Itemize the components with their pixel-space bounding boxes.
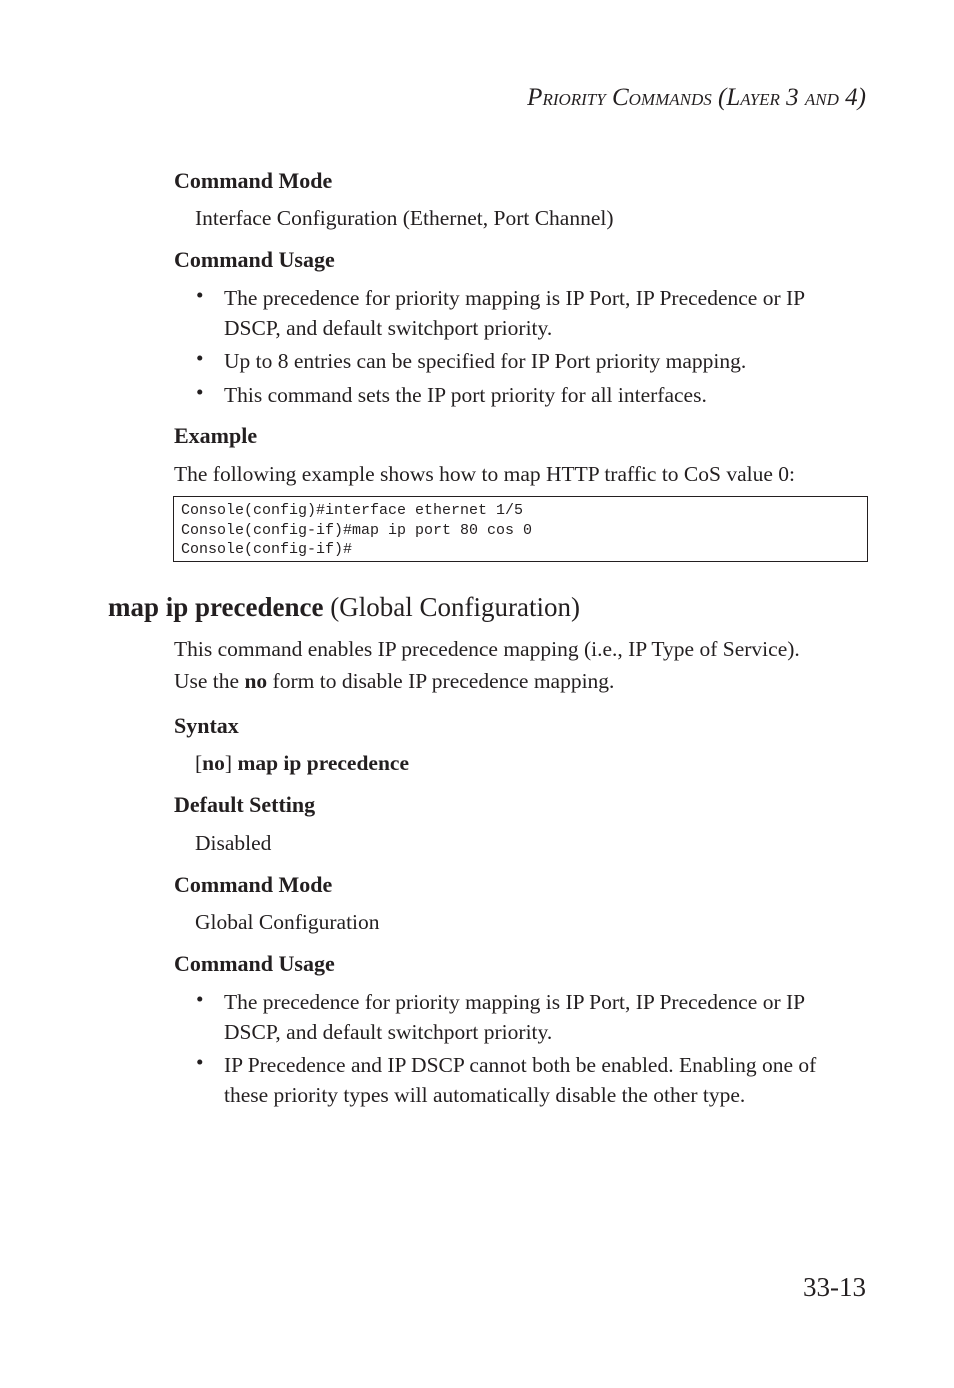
command-mode-heading: Command Mode [174, 168, 333, 193]
bullet-marker: • [196, 987, 204, 1011]
usage-bullet-2: Up to 8 entries can be specified for IP Port priority mapping. [224, 349, 747, 373]
command-usage-heading: Command Usage [174, 951, 335, 976]
command-mode-heading: Command Mode [174, 872, 333, 897]
code-line: Console(config)#interface ethernet 1/5 [181, 502, 524, 519]
syntax-heading: Syntax [174, 713, 239, 738]
code-line: Console(config-if)#map ip port 80 cos 0 [181, 521, 533, 539]
bullet-marker: • [196, 283, 204, 307]
example-heading: Example [174, 423, 258, 448]
bullet-marker: • [196, 1050, 204, 1074]
example-intro: The following example shows how to map HTTP traffic to CoS value 0: [174, 462, 796, 486]
bullet-marker: • [196, 346, 204, 370]
command-usage-heading: Command Usage [174, 247, 335, 272]
usage-bullet-3: This command sets the IP port priority for all interfaces. [224, 383, 707, 407]
section-title: map ip precedence (Global Configuration) [108, 592, 580, 622]
syntax-value: [no] map ip precedence [195, 751, 410, 775]
usage-bullet-1: The precedence for priority mapping is IP Port, IP Precedence or IP DSCP, and default switchport priority. [224, 286, 806, 340]
section-description-line-1: This command enables IP precedence mapping (i.e., IP Type of Service). [174, 637, 800, 661]
running-header: PRIORITY COMMANDS (LAYER 3 AND 4) [527, 84, 866, 111]
section-description-line-2: Use the no form to disable IP precedence mapping. [174, 669, 615, 693]
bullet-marker: • [196, 380, 204, 404]
code-example [173, 496, 868, 562]
command-mode-value: Interface Configuration (Ethernet, Port Channel) [195, 206, 614, 230]
default-setting-heading: Default Setting [174, 792, 316, 817]
default-setting-value: Disabled [195, 831, 272, 855]
command-mode-value: Global Configuration [195, 910, 380, 934]
usage-bullet-1: The precedence for priority mapping is IP Port, IP Precedence or IP DSCP, and default switchport priority. [224, 990, 806, 1044]
code-line: Console(config-if)# [181, 541, 353, 558]
usage-bullet-2: IP Precedence and IP DSCP cannot both be enabled. Enabling one of these priority types will automatically disable the other type. [224, 1053, 817, 1107]
page-number: 33-13 [803, 1272, 866, 1302]
